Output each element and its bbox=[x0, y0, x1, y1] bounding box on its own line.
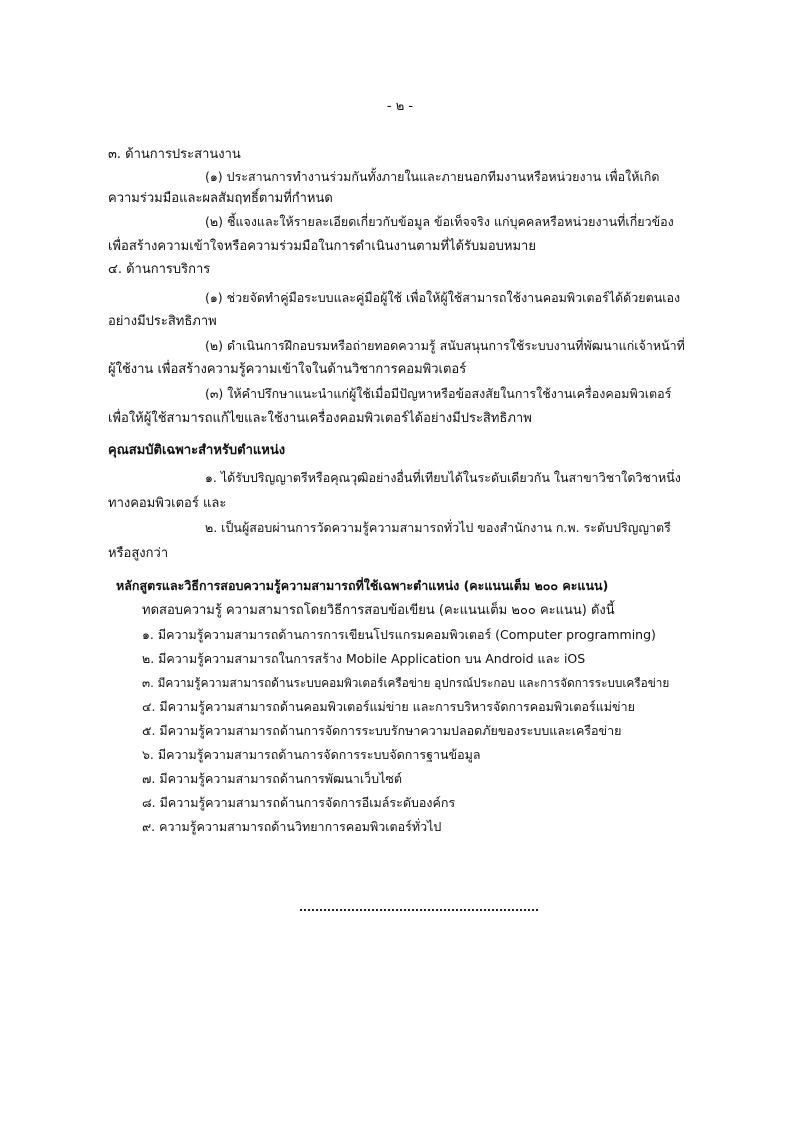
exam-item: ๕. มีความรู้ความสามารถด้านการจัดการระบบรักษาความปลอดภัยของระบบและเครือข่าย bbox=[142, 723, 622, 738]
coordination-item2-line1: (๒) ชี้แจงและให้รายละเอียดเกี่ยวกับข้อมูล ข้อเท็จจริง แก่บุคคลหรือหน่วยงานที่เกี่ยวข้อง bbox=[205, 214, 674, 229]
service-item2-line2: ผู้ใช้งาน เพื่อสร้างความรู้ความเข้าใจในด้านวิชาการคอมพิวเตอร์ bbox=[108, 362, 467, 377]
exam-item: ๑. มีความรู้ความสามารถด้านการการเขียนโปรแกรมคอมพิวเตอร์ (Computer programming) bbox=[142, 627, 656, 642]
exam-item: ๗. มีความรู้ความสามารถด้านการพัฒนาเว็บไซต์ bbox=[142, 771, 402, 786]
qualifications-item2-line2: หรือสูงกว่า bbox=[108, 546, 169, 561]
qualifications-heading: คุณสมบัติเฉพาะสำหรับตำแหน่ง bbox=[108, 443, 286, 458]
exam-heading: หลักสูตรและวิธีการสอบความรู้ความสามารถที่ใช้เฉพาะตำแหน่ง (คะแนนเต็ม ๒๐๐ คะแนน) bbox=[116, 578, 609, 593]
service-item2-line1: (๒) ดำเนินการฝึกอบรมหรือถ่ายทอดความรู้ สนับสนุนการใช้ระบบงานที่พัฒนาแก่เจ้าหน้าที่ bbox=[205, 338, 685, 353]
qualifications-item1-line2: ทางคอมพิวเตอร์ และ bbox=[108, 496, 227, 511]
exam-intro: ทดสอบความรู้ ความสามารถโดยวิธีการสอบข้อเขียน (คะแนนเต็ม ๒๐๐ คะแนน) ดังนี้ bbox=[142, 603, 615, 618]
exam-item: ๒. มีความรู้ความสามารถในการสร้าง Mobile Application บน Android และ iOS bbox=[142, 651, 586, 666]
service-item3-line2: เพื่อให้ผู้ใช้สามารถแก้ไขและใช้งานเครื่องคอมพิวเตอร์ได้อย่างมีประสิทธิภาพ bbox=[108, 411, 532, 426]
service-heading: ๔. ด้านการบริการ bbox=[108, 262, 211, 277]
qualifications-item1-line1: ๑. ได้รับปริญญาตรีหรือคุณวุฒิอย่างอื่นที่เทียบได้ในระดับเดียวกัน ในสาขาวิชาใดวิชาหนึ่ง bbox=[205, 470, 681, 485]
service-item1-line1: (๑) ช่วยจัดทำคู่มือระบบและคู่มือผู้ใช้ เพื่อให้ผู้ใช้สามารถใช้งานคอมพิวเตอร์ได้ด้วยตนเอง bbox=[205, 290, 681, 305]
exam-item: ๘. มีความรู้ความสามารถด้านการจัดการอีเมล์ระดับองค์กร bbox=[142, 795, 456, 810]
page-number: - ๒ - bbox=[386, 99, 414, 114]
service-item1-line2: อย่างมีประสิทธิภาพ bbox=[108, 314, 217, 329]
coordination-item2-line2: เพื่อสร้างความเข้าใจหรือความร่วมมือในการดำเนินงานตามที่ได้รับมอบหมาย bbox=[108, 239, 536, 254]
qualifications-item2-line1: ๒. เป็นผู้สอบผ่านการวัดความรู้ความสามารถทั่วไป ของสำนักงาน ก.พ. ระดับปริญญาตรี bbox=[205, 520, 671, 535]
coordination-item1-line2: ความร่วมมือและผลสัมฤทธิ์ตามที่กำหนด bbox=[108, 191, 333, 206]
exam-item: ๔. มีความรู้ความสามารถด้านคอมพิวเตอร์แม่ข่าย และการบริหารจัดการคอมพิวเตอร์แม่ข่าย bbox=[142, 699, 635, 714]
coordination-item1-line1: (๑) ประสานการทำงานร่วมกันทั้งภายในและภายนอกทีมงานหรือหน่วยงาน เพื่อให้เกิด bbox=[205, 169, 660, 184]
exam-item: ๖. มีความรู้ความสามารถด้านการจัดการระบบจัดการฐานข้อมูล bbox=[142, 747, 481, 762]
exam-item: ๙. ความรู้ความสามารถด้านวิทยาการคอมพิวเตอร์ทั่วไป bbox=[142, 819, 442, 834]
exam-item: ๓. มีความรู้ความสามารถด้านระบบคอมพิวเตอร์เครือข่าย อุปกรณ์ประกอบ และการจัดการระบบเครือข่าย bbox=[142, 676, 670, 690]
coordination-heading: ๓. ด้านการประสานงาน bbox=[108, 147, 241, 162]
end-dotted-line bbox=[300, 909, 538, 911]
service-item3-line1: (๓) ให้คำปรึกษาแนะนำแก่ผู้ใช้เมื่อมีปัญหาหรือข้อสงสัยในการใช้งานเครื่องคอมพิวเตอร์ bbox=[205, 386, 672, 401]
